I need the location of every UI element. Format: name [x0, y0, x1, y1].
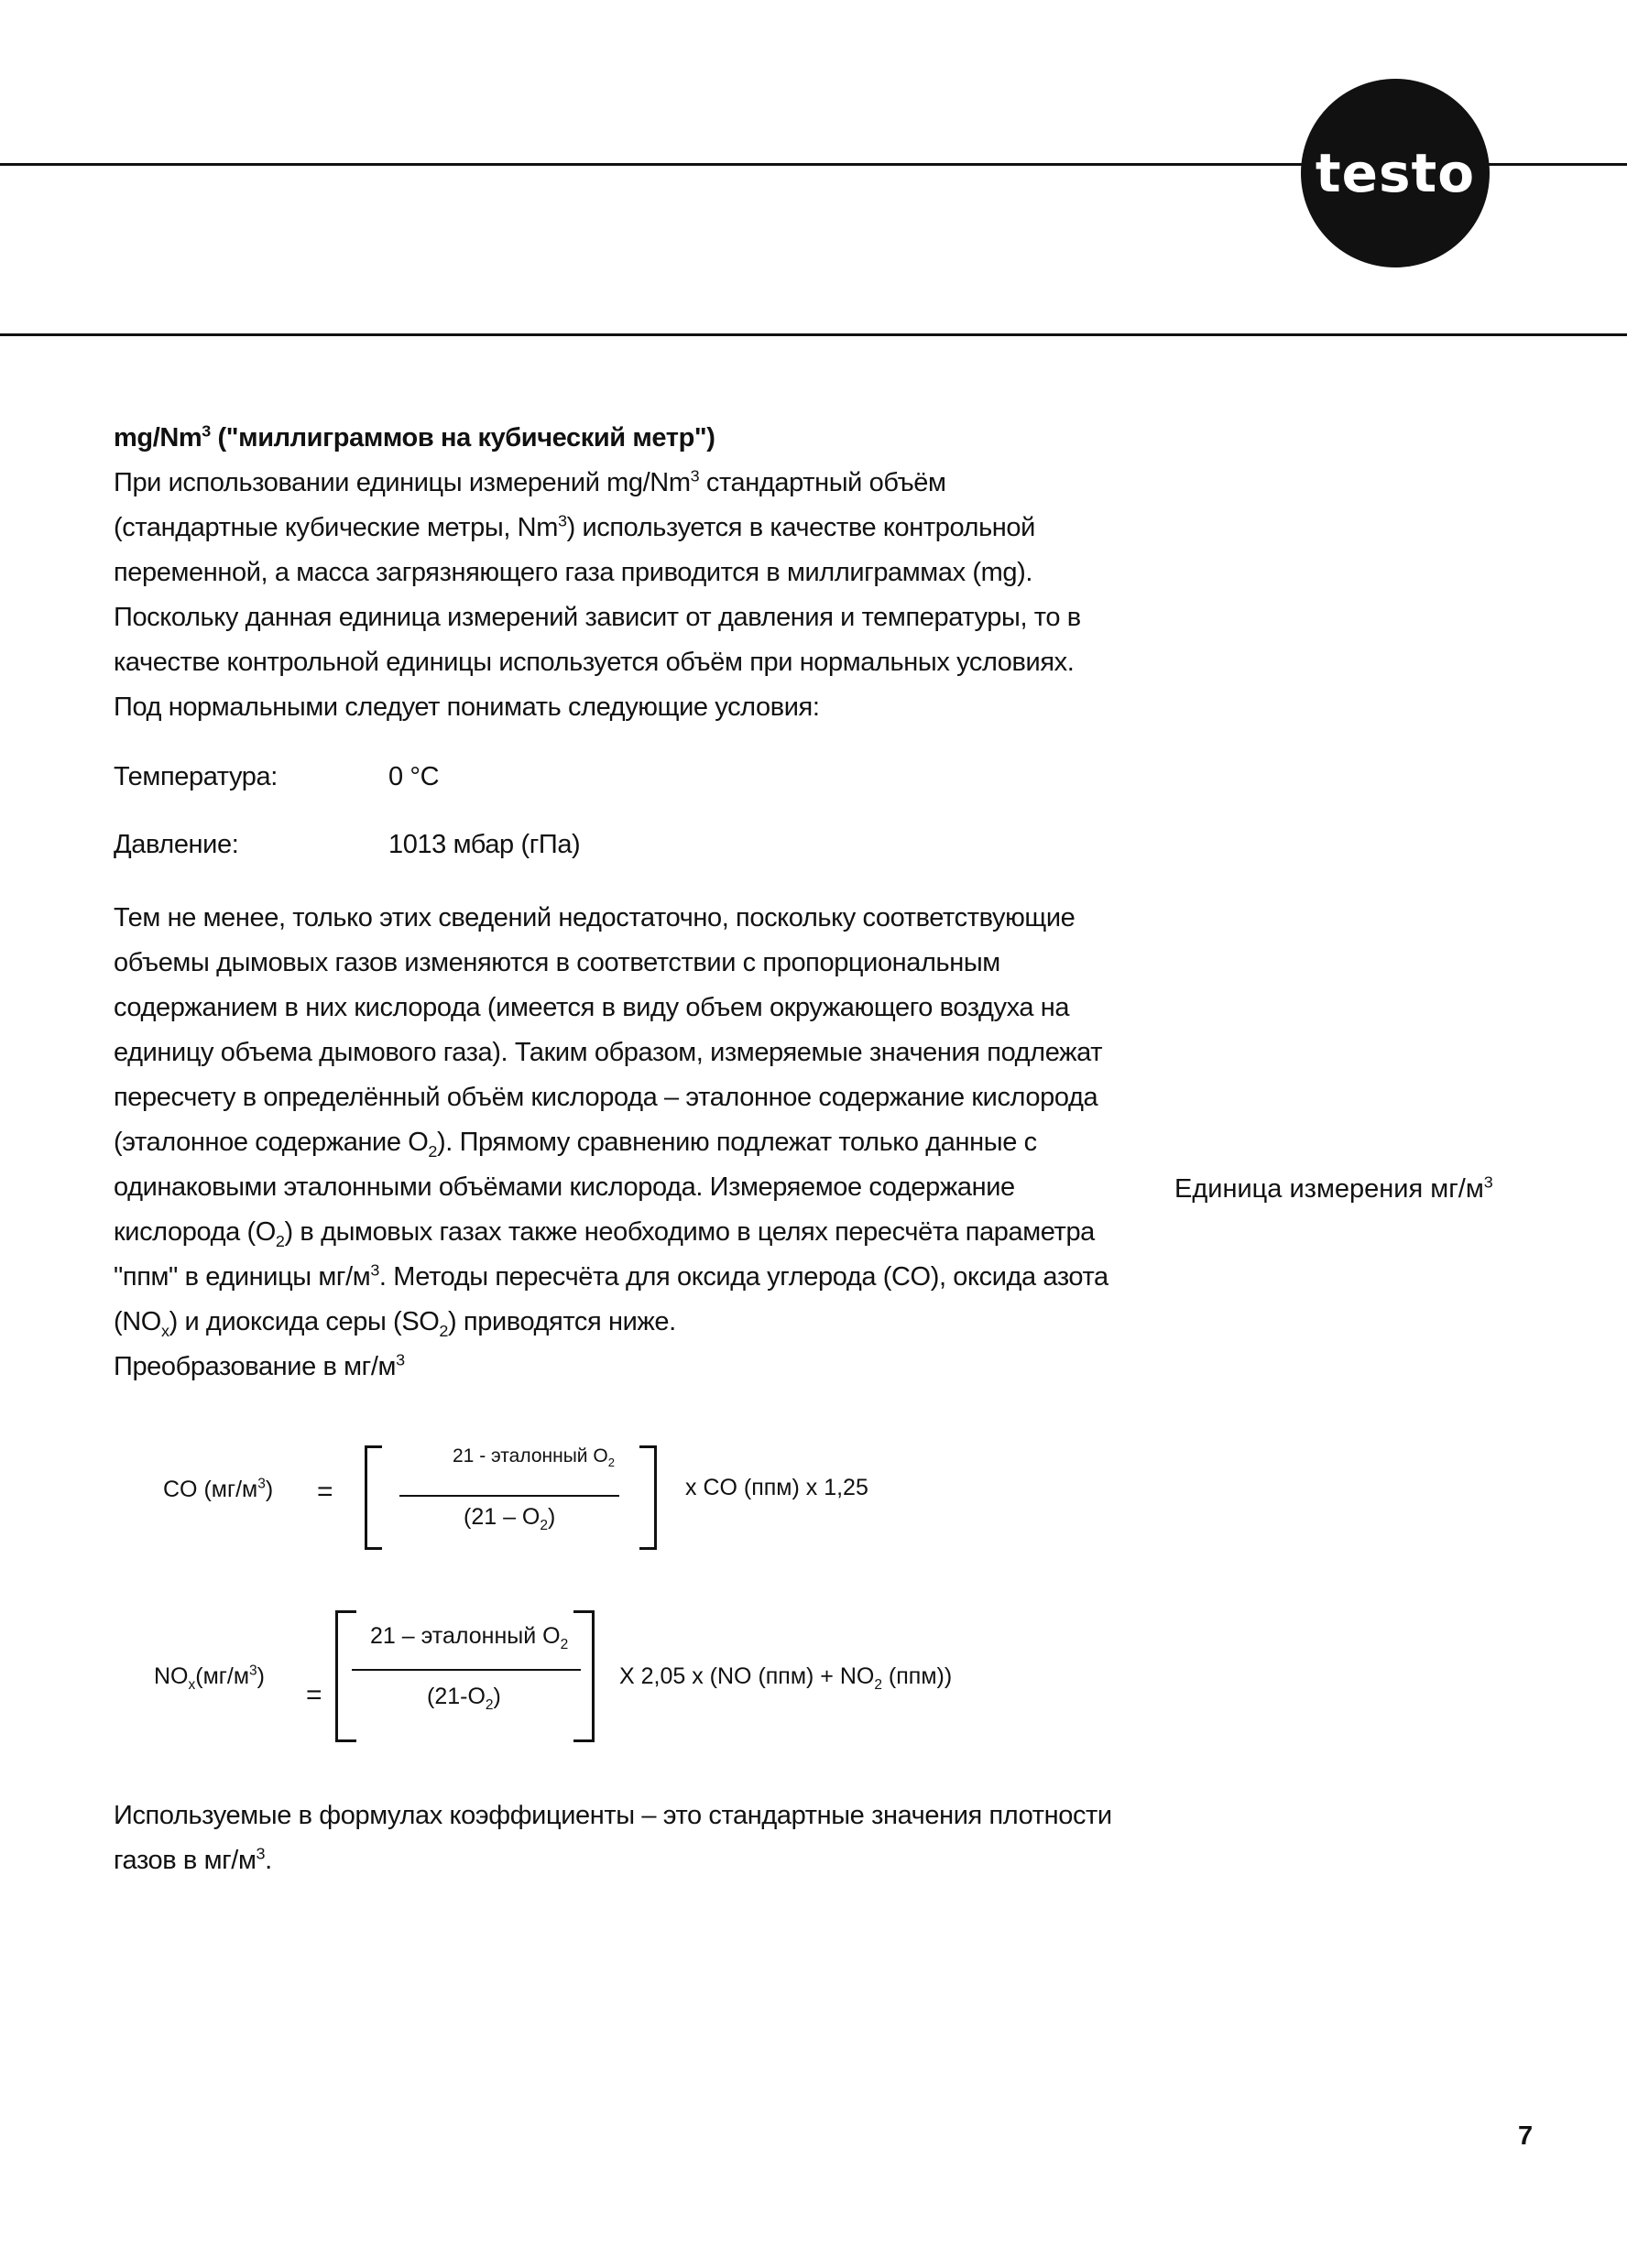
intro-line: (стандартные кубические метры, Nm$^3$) используется в качестве контрольной — [114, 511, 1035, 542]
formula-co-rhs: x CO (ппм) x 1,25 — [685, 1475, 868, 1500]
intro-block — [114, 416, 1081, 730]
header-rule-left — [0, 163, 1305, 166]
intro-line: переменной, а масса загрязняющего газа приводится в миллиграммах (mg). — [114, 558, 1032, 587]
formula-co-numerator: 21 - эталонный $O_2$ — [453, 1445, 615, 1470]
formula-co-fraction-bar — [399, 1495, 619, 1497]
explanation-line: содержанием в них кислорода (имеется в виду объем окружающего воздуха на — [114, 993, 1070, 1022]
explanation-line: "ппм" в единицы $мг/м^3$. Методы пересчёта для оксида углерода (CO), оксида азота — [114, 1260, 1108, 1292]
explanation-line: Тем не менее, только этих сведений недостаточно, поскольку соответствующие — [114, 903, 1076, 932]
formula-nox-denominator: $(21-O_2)$ — [427, 1684, 501, 1713]
condition-pressure-value: 1013 мбар (гПа) — [388, 830, 581, 859]
explanation-line: $(NO_x)$ и диоксида серы $(SO_2)$ приводятся ниже. — [114, 1307, 676, 1340]
explanation-line: одинаковыми эталонными объёмами кислорода. Измеряемое содержание — [114, 1172, 1015, 1202]
explanation-line: пересчету в определённый объём кислорода – эталонное содержание кислорода — [114, 1083, 1098, 1112]
page-number: 7 — [1518, 2121, 1534, 2151]
explanation-line: единицу объема дымового газа). Таким образом, измеряемые значения подлежат — [114, 1038, 1103, 1067]
formula-nox-lhs: $NO_x(мг/м^3)$ — [154, 1663, 265, 1693]
testo-logo — [1301, 79, 1490, 267]
section-heading: mg/Nm$^3$ ("миллиграммов на кубический метр") — [114, 421, 715, 453]
closing-line: газов в $мг/м^3$. — [114, 1844, 272, 1875]
formula-co-equals: = — [317, 1477, 333, 1507]
formula-nox-bracket-right — [573, 1610, 595, 1742]
formula-co-bracket-left — [365, 1445, 382, 1550]
condition-temperature-label: Температура: — [114, 762, 278, 791]
condition-temperature-value: 0 °C — [388, 762, 440, 791]
explanation-block — [114, 896, 1108, 1390]
explanation-line: кислорода $(O_2)$ в дымовых газах также необходимо в целях пересчёта параметра — [114, 1217, 1095, 1250]
header-separator — [0, 333, 1627, 336]
formula-nox-numerator: 21 – эталонный $O_2$ — [370, 1623, 569, 1652]
explanation-line: (эталонное содержание $O_2$). Прямому сравнению подлежат только данные с — [114, 1128, 1037, 1161]
closing-line: Используемые в формулах коэффициенты – это стандартные значения плотности — [114, 1801, 1112, 1830]
formula-co-bracket-right — [639, 1445, 657, 1550]
formula-co-denominator: $(21 - O_2)$ — [464, 1504, 556, 1533]
intro-line: Под нормальными следует понимать следующие условия: — [114, 692, 820, 722]
intro-line: При использовании единицы измерений mg/Nm$^3$ стандартный объём — [114, 466, 946, 497]
formula-nox-equals: = — [306, 1680, 322, 1710]
formula-nox-bracket-left — [335, 1610, 356, 1742]
logo-text: testo — [1315, 142, 1476, 204]
side-note: Единица измерения $мг/м^3$ — [1174, 1172, 1493, 1204]
formula-nox-fraction-bar — [352, 1669, 581, 1671]
formula-nox-rhs: X 2,05 x (NO $(ппм) + NO_2$ (ппм)) — [619, 1663, 953, 1693]
conversion-heading: Преобразование в $мг/м^3$ — [114, 1350, 405, 1381]
header-rule-right — [1484, 163, 1627, 166]
intro-line: Поскольку данная единица измерений зависит от давления и температуры, то в — [114, 603, 1081, 632]
explanation-line: объемы дымовых газов изменяются в соответствии с пропорциональным — [114, 948, 1000, 977]
closing-block — [114, 1794, 1112, 1883]
intro-line: качестве контрольной единицы используется объём при нормальных условиях. — [114, 648, 1075, 677]
condition-pressure-label: Давление: — [114, 830, 239, 859]
formula-co-lhs: CO $(мг/м^3)$ — [163, 1476, 274, 1502]
